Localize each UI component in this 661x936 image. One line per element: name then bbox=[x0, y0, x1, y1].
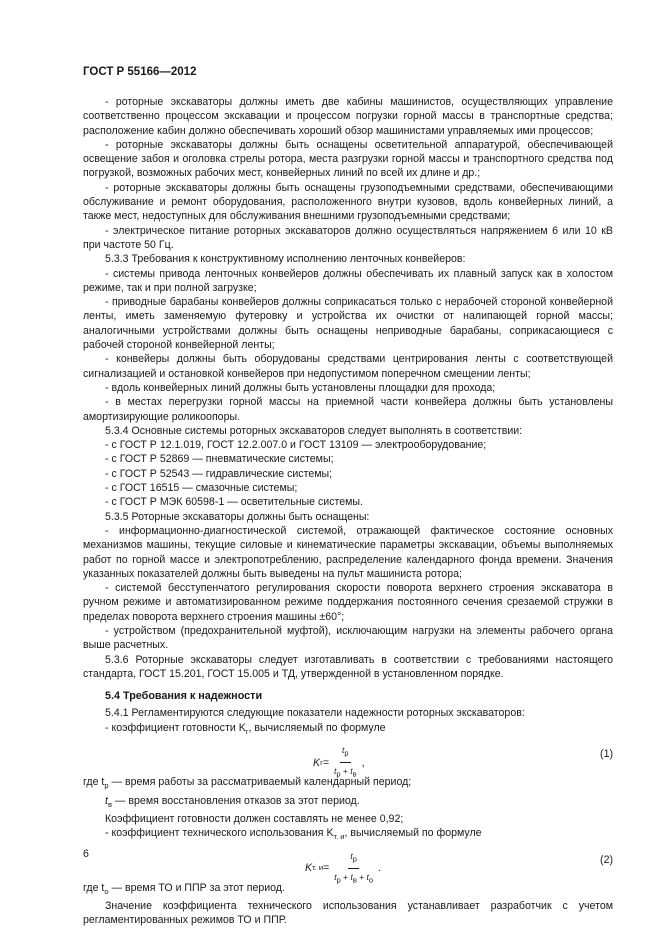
paragraph: 5.3.4 Основные системы роторных экскаваторов следует выполнять в соответствии: bbox=[105, 424, 523, 437]
paragraph: - с ГОСТ Р 52869 — пневматические системы; bbox=[105, 453, 334, 466]
paragraph: 5.3.5 Роторные экскаваторы должны быть оснащены: bbox=[105, 510, 370, 523]
paragraph: где $t_о$ — время ТО и ППР за этот период. bbox=[83, 881, 285, 896]
paragraph: - с ГОСТ Р 12.1.019, ГОСТ 12.2.007.0 и ГОСТ 13109 — электрооборудование; bbox=[105, 439, 487, 452]
document-header: ГОСТ Р 55166—2012 bbox=[83, 66, 197, 78]
page-body bbox=[83, 95, 613, 928]
paragraph: - приводные барабаны конвейеров должны соприкасаться только с нерабочей стороной конвейерной ленты, иметь заменяемую футеровку и устройства их очистки от налипающей горной массы; аналогичными устройствами должны быть оснащены неприводные барабаны, соприкасающиеся с рабочей стороной конвейерной ленты; bbox=[83, 296, 613, 352]
paragraph: 5.3.6 Роторные экскаваторы следует изготавливать в соответствии с требованиями настоящего стандарта, ГОСТ 15.201, ГОСТ 15.005 и ТД, утвержденной в установленном порядке. bbox=[83, 653, 613, 680]
formula-2: K т. и = $\frac{t_р}{t_р + t_в + t_о}$ . (2) bbox=[83, 847, 613, 879]
paragraph: Коэффициент готовности должен составлять не менее 0,92; bbox=[105, 812, 404, 825]
paragraph: - коэффициент технического использования $K_{т. и}$, вычисляемый по формуле bbox=[105, 827, 482, 842]
paragraph: - конвейеры должны быть оборудованы средствами центрирования ленты с соответствующей сигнализацией и остановкой конвейеров при недопустимом поперечном смещении ленты; bbox=[83, 353, 613, 380]
paragraph: - роторные экскаваторы должны иметь две кабины машинистов, осуществляющих управление соответственно процессом экскавации и процессом погрузки горной массы в транспортные средства; расположение кабин должно обеспечивать хороший обзор машинистами управляемых ими процессов; bbox=[83, 96, 613, 137]
page-number: 6 bbox=[83, 848, 89, 860]
paragraph: где $t_р$ — время работы за рассматриваемый календарный период; bbox=[83, 776, 412, 791]
paragraph: - с ГОСТ 16515 — смазочные системы; bbox=[105, 482, 298, 495]
paragraph: 5.3.3 Требования к конструктивному исполнению ленточных конвейеров: bbox=[105, 253, 466, 266]
paragraph: - с ГОСТ Р 52543 — гидравлические системы; bbox=[105, 467, 333, 480]
formula-number: (1) bbox=[600, 748, 613, 761]
paragraph: - коэффициент готовности $K_г$, вычисляемый по формуле bbox=[105, 721, 386, 736]
paragraph: - с ГОСТ Р МЭК 60598-1 — осветительные системы. bbox=[105, 496, 363, 509]
paragraph: $t_в$ — время восстановления отказов за этот период. bbox=[105, 794, 360, 809]
formula-1: K г = $\frac{t_р}{t_р + t_в}$ , (1) bbox=[83, 741, 613, 773]
paragraph: - роторные экскаваторы должны быть оснащены осветительной аппаратурой, обеспечивающей освещение забоя и оголовка стрелы ротора, места разгрузки горной массы и транспортного средства под погрузкой, возможных рабочих мест, конвейерных линий по всей их длине и др.; bbox=[83, 138, 613, 180]
paragraph: - устройством (предохранительной муфтой), исключающим нагрузки на элементы рабочего органа выше расчетных. bbox=[83, 624, 613, 652]
paragraph: - электрическое питание роторных экскаваторов должно осуществляться напряжением 6 или 10 кВ при частоте 50 Гц. bbox=[83, 224, 613, 251]
paragraph: - системы привода ленточных конвейеров должны обеспечивать их плавный запуск как в холостом режиме, так и при полной загрузке; bbox=[83, 267, 613, 294]
section-title: 5.4 Требования к надежности bbox=[105, 690, 263, 703]
paragraph: - информационно-диагностической системой, отражающей фактическое состояние основных механизмов машины, текущие силовые и кинематические параметры экскавации, объемы выполняемых работ по горной массе и электропотреблению, распределение календарного фонда времени. Значения указанных показателей должны быть выведены на пульт машиниста ротора; bbox=[83, 524, 613, 580]
paragraph: - вдоль конвейерных линий должны быть установлены площадки для прохода; bbox=[105, 381, 496, 394]
formula-fraction: $\frac{t_р}{t_р + t_в}$ bbox=[334, 745, 357, 779]
paragraph: - системой бесступенчатого регулирования скорости поворота верхнего строения экскаватора в ручном режиме и автоматизированном режиме поддержания постоянного сечения срезаемой стружки в пределах поворота верхнего строения машины ±60°; bbox=[83, 582, 613, 623]
formula-number: (2) bbox=[600, 853, 613, 866]
formula-fraction: $\frac{t_р}{t_р + t_в + t_о}$ bbox=[334, 850, 374, 885]
paragraph: - в местах перегрузки горной массы на приемной части конвейера должны быть установлены амортизирующие роликоопоры. bbox=[83, 396, 613, 423]
paragraph: Значение коэффициента технического использования устанавливает разработчик с учетом регламентированных режимов ТО и ППР. bbox=[83, 900, 613, 927]
paragraph: - роторные экскаваторы должны быть оснащены грузоподъемными средствами, обеспечивающими обслуживание и ремонт оборудования, расположенного внутри кузовов, вдоль конвейерных линий, а также мест, недоступных для обслуживания внешними грузоподъемными средствами; bbox=[83, 181, 613, 223]
paragraph: 5.4.1 Регламентируются следующие показатели надежности роторных экскаваторов: bbox=[105, 707, 525, 720]
